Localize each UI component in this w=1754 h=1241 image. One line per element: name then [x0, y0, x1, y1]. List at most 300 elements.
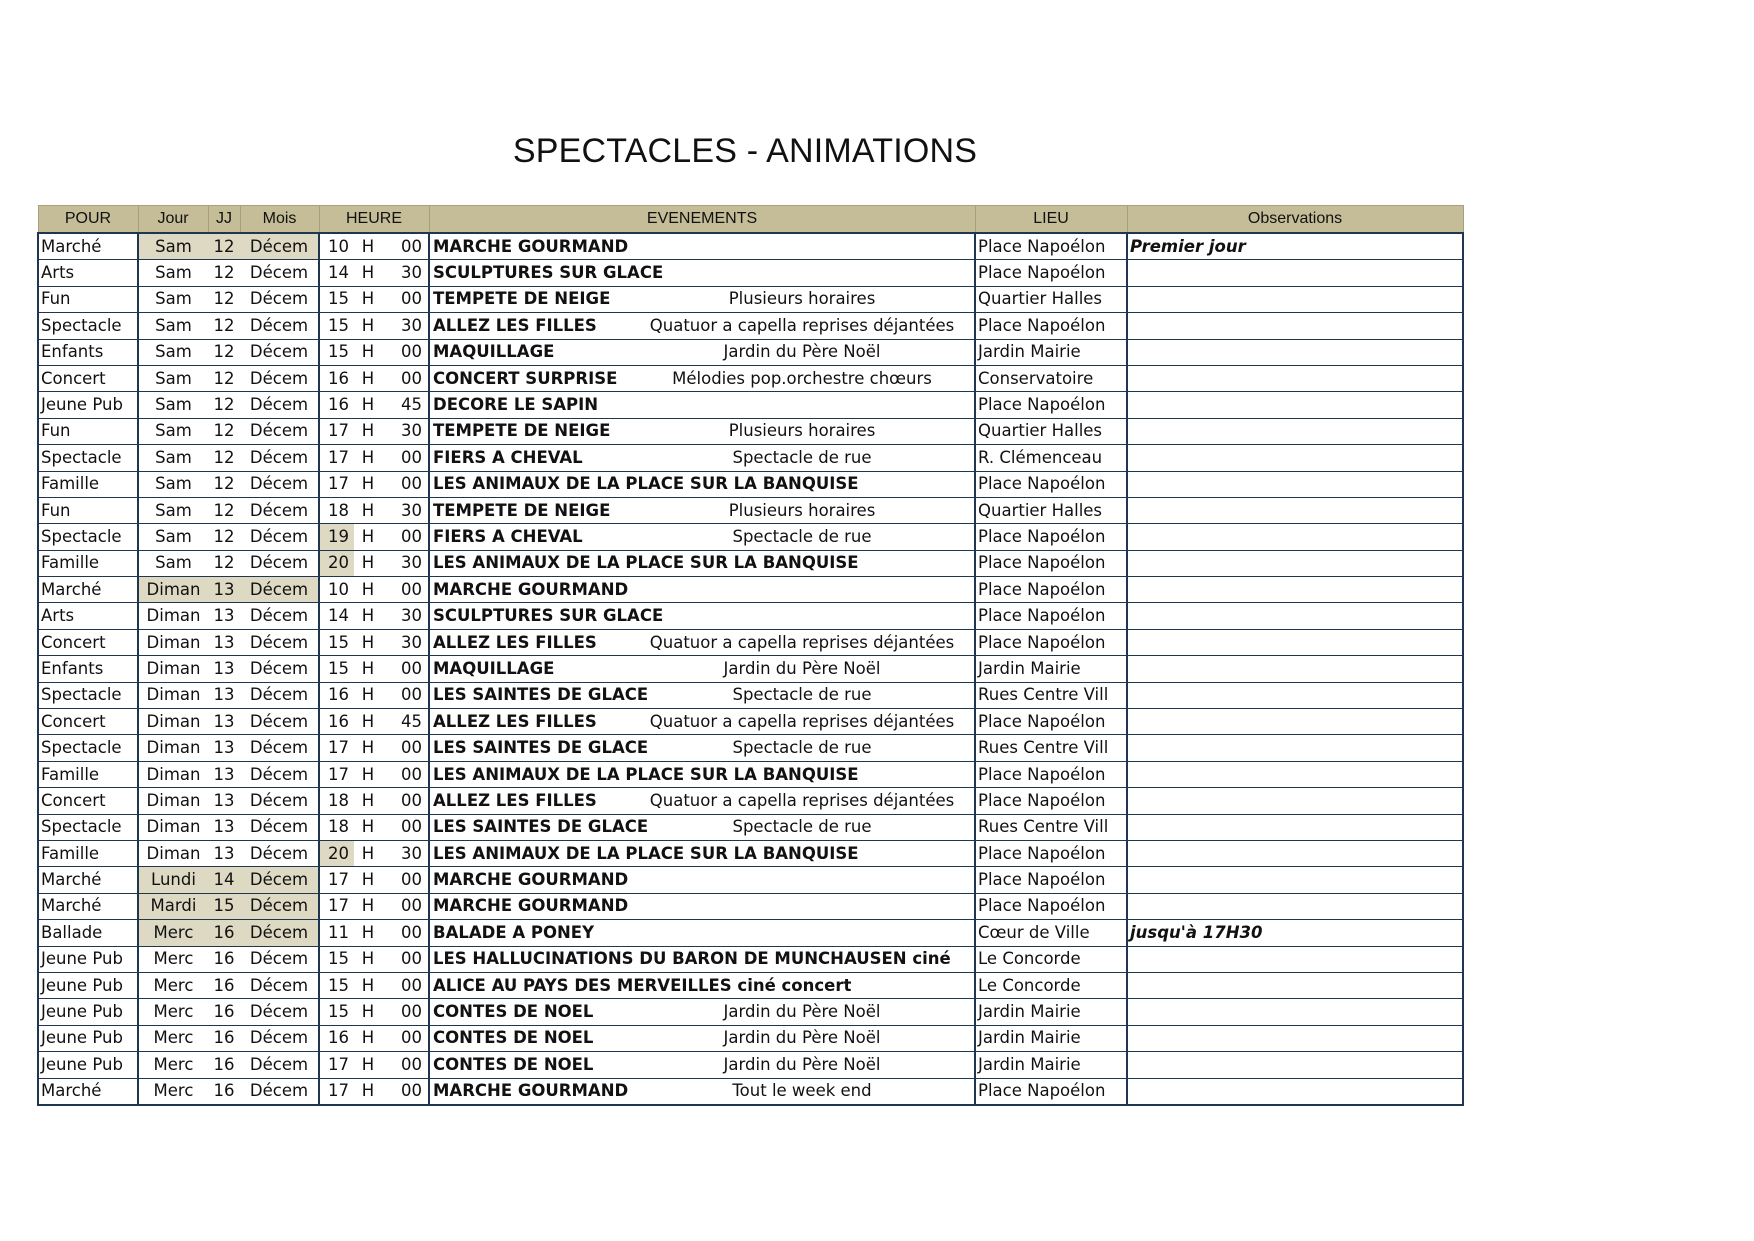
cell-pour[interactable]: Spectacle	[38, 814, 138, 840]
header-jj[interactable]: JJ	[208, 206, 240, 234]
cell-hour-separator[interactable]: H	[354, 972, 382, 998]
cell-lieu[interactable]: Rues Centre Vill	[975, 682, 1127, 708]
cell-hour[interactable]: 14	[319, 260, 354, 286]
cell-minutes[interactable]: 00	[382, 471, 429, 497]
cell-pour[interactable]: Concert	[38, 709, 138, 735]
cell-observations[interactable]	[1127, 761, 1463, 787]
cell-mois[interactable]: Décem	[240, 682, 319, 708]
cell-jj[interactable]: 16	[208, 999, 240, 1025]
cell-evenement[interactable]	[429, 313, 975, 339]
cell-observations[interactable]	[1127, 365, 1463, 391]
cell-jour[interactable]: Diman	[138, 603, 208, 629]
cell-observations[interactable]	[1127, 629, 1463, 655]
cell-observations[interactable]	[1127, 603, 1463, 629]
cell-lieu[interactable]: Conservatoire	[975, 365, 1127, 391]
cell-mois[interactable]: Décem	[240, 946, 319, 972]
cell-jour[interactable]: Diman	[138, 788, 208, 814]
cell-evenement[interactable]	[429, 418, 975, 444]
cell-jj[interactable]: 12	[208, 550, 240, 576]
cell-observations[interactable]	[1127, 497, 1463, 523]
cell-evenement[interactable]	[429, 577, 975, 603]
cell-jj[interactable]: 13	[208, 709, 240, 735]
cell-jour[interactable]: Sam	[138, 392, 208, 418]
cell-lieu[interactable]: Place Napoélon	[975, 1078, 1127, 1105]
cell-evenement[interactable]	[429, 656, 975, 682]
cell-jour[interactable]: Diman	[138, 814, 208, 840]
cell-mois[interactable]: Décem	[240, 365, 319, 391]
cell-observations[interactable]	[1127, 999, 1463, 1025]
cell-evenement[interactable]	[429, 946, 975, 972]
cell-jour[interactable]: Lundi	[138, 867, 208, 893]
cell-jj[interactable]: 12	[208, 445, 240, 471]
header-mois[interactable]: Mois	[240, 206, 319, 234]
cell-mois[interactable]: Décem	[240, 972, 319, 998]
cell-minutes[interactable]: 00	[382, 524, 429, 550]
cell-hour[interactable]: 16	[319, 1025, 354, 1051]
cell-jj[interactable]: 16	[208, 972, 240, 998]
cell-evenement[interactable]	[429, 392, 975, 418]
cell-jour[interactable]: Merc	[138, 1078, 208, 1105]
cell-jj[interactable]: 12	[208, 339, 240, 365]
cell-observations[interactable]	[1127, 735, 1463, 761]
cell-observations[interactable]	[1127, 972, 1463, 998]
cell-hour-separator[interactable]: H	[354, 1078, 382, 1105]
cell-minutes[interactable]: 00	[382, 339, 429, 365]
cell-lieu[interactable]: Place Napoélon	[975, 629, 1127, 655]
cell-minutes[interactable]: 30	[382, 550, 429, 576]
cell-lieu[interactable]: Place Napoélon	[975, 313, 1127, 339]
cell-jour[interactable]: Merc	[138, 946, 208, 972]
cell-jour[interactable]: Sam	[138, 365, 208, 391]
cell-minutes[interactable]: 00	[382, 867, 429, 893]
cell-evenement[interactable]	[429, 920, 975, 946]
cell-jour[interactable]: Diman	[138, 629, 208, 655]
cell-lieu[interactable]: Jardin Mairie	[975, 339, 1127, 365]
cell-hour-separator[interactable]: H	[354, 286, 382, 312]
cell-jour[interactable]: Sam	[138, 497, 208, 523]
cell-minutes[interactable]: 00	[382, 972, 429, 998]
cell-minutes[interactable]: 00	[382, 286, 429, 312]
cell-hour-separator[interactable]: H	[354, 524, 382, 550]
cell-mois[interactable]: Décem	[240, 577, 319, 603]
header-pour[interactable]: POUR	[38, 206, 138, 234]
cell-hour[interactable]: 17	[319, 418, 354, 444]
cell-hour[interactable]: 17	[319, 1078, 354, 1105]
cell-jj[interactable]: 13	[208, 603, 240, 629]
cell-mois[interactable]: Décem	[240, 445, 319, 471]
cell-jour[interactable]: Merc	[138, 920, 208, 946]
cell-pour[interactable]: Jeune Pub	[38, 972, 138, 998]
cell-jour[interactable]: Sam	[138, 339, 208, 365]
cell-lieu[interactable]: Place Napoélon	[975, 550, 1127, 576]
cell-jj[interactable]: 13	[208, 761, 240, 787]
cell-jj[interactable]: 13	[208, 577, 240, 603]
cell-pour[interactable]: Jeune Pub	[38, 1052, 138, 1078]
cell-observations[interactable]	[1127, 788, 1463, 814]
cell-observations[interactable]	[1127, 1052, 1463, 1078]
cell-minutes[interactable]: 00	[382, 1025, 429, 1051]
cell-hour[interactable]: 16	[319, 709, 354, 735]
cell-jj[interactable]: 16	[208, 946, 240, 972]
cell-evenement[interactable]	[429, 788, 975, 814]
cell-lieu[interactable]: Place Napoélon	[975, 788, 1127, 814]
cell-pour[interactable]: Spectacle	[38, 313, 138, 339]
cell-jj[interactable]: 12	[208, 418, 240, 444]
cell-evenement[interactable]	[429, 603, 975, 629]
cell-mois[interactable]: Décem	[240, 497, 319, 523]
cell-hour-separator[interactable]: H	[354, 260, 382, 286]
cell-lieu[interactable]: Le Concorde	[975, 972, 1127, 998]
cell-hour[interactable]: 15	[319, 629, 354, 655]
cell-evenement[interactable]	[429, 497, 975, 523]
cell-minutes[interactable]: 00	[382, 946, 429, 972]
cell-jj[interactable]: 13	[208, 735, 240, 761]
cell-hour-separator[interactable]: H	[354, 471, 382, 497]
cell-minutes[interactable]: 00	[382, 761, 429, 787]
cell-jj[interactable]: 16	[208, 1078, 240, 1105]
cell-hour[interactable]: 15	[319, 656, 354, 682]
cell-lieu[interactable]: Place Napoélon	[975, 577, 1127, 603]
cell-lieu[interactable]: Place Napoélon	[975, 392, 1127, 418]
cell-hour-separator[interactable]: H	[354, 867, 382, 893]
cell-pour[interactable]: Famille	[38, 550, 138, 576]
cell-observations[interactable]	[1127, 339, 1463, 365]
cell-hour[interactable]: 17	[319, 1052, 354, 1078]
cell-mois[interactable]: Décem	[240, 233, 319, 260]
cell-jj[interactable]: 12	[208, 313, 240, 339]
cell-jj[interactable]: 13	[208, 629, 240, 655]
cell-mois[interactable]: Décem	[240, 893, 319, 919]
cell-lieu[interactable]: Cœur de Ville	[975, 920, 1127, 946]
cell-lieu[interactable]: Place Napoélon	[975, 524, 1127, 550]
cell-evenement[interactable]	[429, 867, 975, 893]
cell-hour[interactable]: 17	[319, 761, 354, 787]
cell-evenement[interactable]	[429, 709, 975, 735]
cell-pour[interactable]: Arts	[38, 260, 138, 286]
cell-mois[interactable]: Décem	[240, 788, 319, 814]
cell-hour-separator[interactable]: H	[354, 656, 382, 682]
cell-minutes[interactable]: 00	[382, 1078, 429, 1105]
cell-lieu[interactable]: Quartier Halles	[975, 497, 1127, 523]
cell-mois[interactable]: Décem	[240, 814, 319, 840]
cell-jour[interactable]: Diman	[138, 709, 208, 735]
cell-evenement[interactable]	[429, 365, 975, 391]
cell-lieu[interactable]: R. Clémenceau	[975, 445, 1127, 471]
cell-hour[interactable]: 14	[319, 603, 354, 629]
cell-evenement[interactable]	[429, 629, 975, 655]
cell-minutes[interactable]: 00	[382, 999, 429, 1025]
cell-mois[interactable]: Décem	[240, 867, 319, 893]
cell-lieu[interactable]: Quartier Halles	[975, 418, 1127, 444]
cell-minutes[interactable]: 00	[382, 893, 429, 919]
cell-hour-separator[interactable]: H	[354, 497, 382, 523]
cell-minutes[interactable]: 00	[382, 788, 429, 814]
cell-pour[interactable]: Jeune Pub	[38, 392, 138, 418]
cell-lieu[interactable]: Place Napoélon	[975, 867, 1127, 893]
cell-lieu[interactable]: Place Napoélon	[975, 840, 1127, 866]
cell-evenement[interactable]	[429, 260, 975, 286]
cell-hour[interactable]: 11	[319, 920, 354, 946]
cell-mois[interactable]: Décem	[240, 761, 319, 787]
cell-jj[interactable]: 12	[208, 471, 240, 497]
cell-hour[interactable]: 10	[319, 577, 354, 603]
cell-hour-separator[interactable]: H	[354, 577, 382, 603]
cell-observations[interactable]	[1127, 893, 1463, 919]
cell-observations[interactable]	[1127, 682, 1463, 708]
cell-hour-separator[interactable]: H	[354, 893, 382, 919]
cell-pour[interactable]: Fun	[38, 497, 138, 523]
cell-pour[interactable]: Jeune Pub	[38, 946, 138, 972]
cell-observations[interactable]	[1127, 550, 1463, 576]
cell-lieu[interactable]: Jardin Mairie	[975, 1025, 1127, 1051]
cell-hour-separator[interactable]: H	[354, 313, 382, 339]
cell-mois[interactable]: Décem	[240, 629, 319, 655]
cell-pour[interactable]: Fun	[38, 418, 138, 444]
cell-jj[interactable]: 16	[208, 1025, 240, 1051]
cell-pour[interactable]: Enfants	[38, 339, 138, 365]
cell-mois[interactable]: Décem	[240, 550, 319, 576]
cell-evenement[interactable]	[429, 814, 975, 840]
header-evenements[interactable]: EVENEMENTS	[429, 206, 975, 234]
cell-jj[interactable]: 12	[208, 392, 240, 418]
cell-minutes[interactable]: 00	[382, 1052, 429, 1078]
cell-hour[interactable]: 17	[319, 735, 354, 761]
cell-mois[interactable]: Décem	[240, 603, 319, 629]
cell-observations[interactable]	[1127, 709, 1463, 735]
cell-mois[interactable]: Décem	[240, 656, 319, 682]
cell-hour[interactable]: 15	[319, 286, 354, 312]
cell-evenement[interactable]	[429, 339, 975, 365]
cell-evenement[interactable]	[429, 999, 975, 1025]
cell-hour[interactable]: 17	[319, 893, 354, 919]
cell-hour[interactable]: 15	[319, 313, 354, 339]
cell-pour[interactable]: Jeune Pub	[38, 1025, 138, 1051]
cell-minutes[interactable]: 30	[382, 497, 429, 523]
cell-pour[interactable]: Famille	[38, 471, 138, 497]
cell-hour-separator[interactable]: H	[354, 999, 382, 1025]
cell-observations[interactable]: Premier jour	[1127, 233, 1463, 260]
cell-pour[interactable]: Famille	[38, 761, 138, 787]
cell-pour[interactable]: Enfants	[38, 656, 138, 682]
cell-lieu[interactable]: Place Napoélon	[975, 603, 1127, 629]
cell-jj[interactable]: 13	[208, 682, 240, 708]
cell-hour[interactable]: 15	[319, 972, 354, 998]
cell-jour[interactable]: Merc	[138, 1052, 208, 1078]
cell-hour-separator[interactable]: H	[354, 550, 382, 576]
cell-evenement[interactable]	[429, 1052, 975, 1078]
cell-hour-separator[interactable]: H	[354, 603, 382, 629]
cell-mois[interactable]: Décem	[240, 999, 319, 1025]
cell-mois[interactable]: Décem	[240, 471, 319, 497]
cell-lieu[interactable]: Place Napoélon	[975, 893, 1127, 919]
cell-evenement[interactable]	[429, 550, 975, 576]
cell-mois[interactable]: Décem	[240, 1052, 319, 1078]
header-heure[interactable]: HEURE	[319, 206, 429, 234]
cell-lieu[interactable]: Place Napoélon	[975, 260, 1127, 286]
cell-observations[interactable]	[1127, 313, 1463, 339]
cell-pour[interactable]: Marché	[38, 1078, 138, 1105]
cell-jour[interactable]: Diman	[138, 682, 208, 708]
cell-evenement[interactable]	[429, 524, 975, 550]
cell-observations[interactable]	[1127, 867, 1463, 893]
cell-pour[interactable]: Concert	[38, 629, 138, 655]
cell-pour[interactable]: Marché	[38, 577, 138, 603]
cell-jour[interactable]: Sam	[138, 418, 208, 444]
cell-pour[interactable]: Marché	[38, 233, 138, 260]
cell-hour[interactable]: 18	[319, 788, 354, 814]
cell-pour[interactable]: Marché	[38, 867, 138, 893]
cell-evenement[interactable]	[429, 471, 975, 497]
cell-jour[interactable]: Sam	[138, 286, 208, 312]
cell-pour[interactable]: Spectacle	[38, 735, 138, 761]
cell-hour-separator[interactable]: H	[354, 920, 382, 946]
cell-pour[interactable]: Spectacle	[38, 445, 138, 471]
cell-jj[interactable]: 16	[208, 920, 240, 946]
cell-mois[interactable]: Décem	[240, 709, 319, 735]
cell-mois[interactable]: Décem	[240, 735, 319, 761]
cell-minutes[interactable]: 00	[382, 577, 429, 603]
cell-minutes[interactable]: 45	[382, 392, 429, 418]
cell-hour[interactable]: 19	[319, 524, 354, 550]
cell-jj[interactable]: 13	[208, 814, 240, 840]
cell-observations[interactable]	[1127, 418, 1463, 444]
cell-hour[interactable]: 10	[319, 233, 354, 260]
cell-pour[interactable]: Concert	[38, 788, 138, 814]
cell-hour[interactable]: 16	[319, 682, 354, 708]
cell-evenement[interactable]	[429, 233, 975, 260]
cell-hour-separator[interactable]: H	[354, 418, 382, 444]
cell-hour-separator[interactable]: H	[354, 761, 382, 787]
cell-minutes[interactable]: 00	[382, 735, 429, 761]
cell-jj[interactable]: 15	[208, 893, 240, 919]
header-jour[interactable]: Jour	[138, 206, 208, 234]
cell-jour[interactable]: Sam	[138, 524, 208, 550]
cell-lieu[interactable]: Quartier Halles	[975, 286, 1127, 312]
cell-minutes[interactable]: 30	[382, 603, 429, 629]
cell-evenement[interactable]	[429, 972, 975, 998]
cell-lieu[interactable]: Jardin Mairie	[975, 999, 1127, 1025]
cell-evenement[interactable]	[429, 893, 975, 919]
cell-lieu[interactable]: Place Napoélon	[975, 761, 1127, 787]
cell-jour[interactable]: Diman	[138, 656, 208, 682]
cell-mois[interactable]: Décem	[240, 840, 319, 866]
cell-minutes[interactable]: 00	[382, 656, 429, 682]
cell-hour-separator[interactable]: H	[354, 629, 382, 655]
cell-lieu[interactable]: Rues Centre Vill	[975, 814, 1127, 840]
cell-minutes[interactable]: 00	[382, 814, 429, 840]
cell-mois[interactable]: Décem	[240, 1078, 319, 1105]
cell-jour[interactable]: Sam	[138, 471, 208, 497]
cell-jj[interactable]: 14	[208, 867, 240, 893]
cell-lieu[interactable]: Le Concorde	[975, 946, 1127, 972]
cell-hour-separator[interactable]: H	[354, 339, 382, 365]
cell-mois[interactable]: Décem	[240, 524, 319, 550]
cell-observations[interactable]	[1127, 577, 1463, 603]
cell-mois[interactable]: Décem	[240, 339, 319, 365]
cell-hour-separator[interactable]: H	[354, 709, 382, 735]
cell-jour[interactable]: Sam	[138, 260, 208, 286]
cell-observations[interactable]: jusqu'à 17H30	[1127, 920, 1463, 946]
cell-hour-separator[interactable]: H	[354, 814, 382, 840]
cell-minutes[interactable]: 30	[382, 629, 429, 655]
cell-evenement[interactable]	[429, 286, 975, 312]
cell-hour[interactable]: 17	[319, 867, 354, 893]
cell-evenement[interactable]	[429, 761, 975, 787]
cell-minutes[interactable]: 00	[382, 920, 429, 946]
header-observations[interactable]: Observations	[1127, 206, 1463, 234]
cell-observations[interactable]	[1127, 392, 1463, 418]
cell-evenement[interactable]	[429, 682, 975, 708]
cell-jour[interactable]: Diman	[138, 577, 208, 603]
cell-jour[interactable]: Diman	[138, 761, 208, 787]
cell-pour[interactable]: Jeune Pub	[38, 999, 138, 1025]
cell-minutes[interactable]: 45	[382, 709, 429, 735]
cell-hour-separator[interactable]: H	[354, 946, 382, 972]
cell-hour-separator[interactable]: H	[354, 1025, 382, 1051]
cell-hour[interactable]: 15	[319, 946, 354, 972]
cell-hour-separator[interactable]: H	[354, 840, 382, 866]
cell-observations[interactable]	[1127, 814, 1463, 840]
cell-minutes[interactable]: 00	[382, 365, 429, 391]
cell-observations[interactable]	[1127, 524, 1463, 550]
cell-hour-separator[interactable]: H	[354, 735, 382, 761]
cell-hour[interactable]: 15	[319, 339, 354, 365]
cell-jj[interactable]: 13	[208, 840, 240, 866]
cell-lieu[interactable]: Jardin Mairie	[975, 656, 1127, 682]
cell-pour[interactable]: Concert	[38, 365, 138, 391]
cell-pour[interactable]: Spectacle	[38, 682, 138, 708]
cell-hour[interactable]: 16	[319, 392, 354, 418]
cell-pour[interactable]: Spectacle	[38, 524, 138, 550]
cell-minutes[interactable]: 00	[382, 445, 429, 471]
cell-hour[interactable]: 18	[319, 497, 354, 523]
cell-jour[interactable]: Sam	[138, 550, 208, 576]
cell-pour[interactable]: Arts	[38, 603, 138, 629]
cell-minutes[interactable]: 30	[382, 313, 429, 339]
cell-hour-separator[interactable]: H	[354, 1052, 382, 1078]
cell-jj[interactable]: 12	[208, 233, 240, 260]
cell-observations[interactable]	[1127, 1025, 1463, 1051]
cell-mois[interactable]: Décem	[240, 313, 319, 339]
cell-jour[interactable]: Merc	[138, 999, 208, 1025]
cell-lieu[interactable]: Place Napoélon	[975, 709, 1127, 735]
cell-evenement[interactable]	[429, 840, 975, 866]
cell-observations[interactable]	[1127, 445, 1463, 471]
cell-jj[interactable]: 12	[208, 524, 240, 550]
cell-mois[interactable]: Décem	[240, 418, 319, 444]
cell-lieu[interactable]: Rues Centre Vill	[975, 735, 1127, 761]
cell-hour[interactable]: 17	[319, 471, 354, 497]
cell-pour[interactable]: Fun	[38, 286, 138, 312]
cell-jj[interactable]: 12	[208, 365, 240, 391]
cell-lieu[interactable]: Place Napoélon	[975, 233, 1127, 260]
cell-observations[interactable]	[1127, 286, 1463, 312]
cell-hour[interactable]: 17	[319, 445, 354, 471]
cell-hour-separator[interactable]: H	[354, 233, 382, 260]
cell-jour[interactable]: Diman	[138, 840, 208, 866]
cell-jour[interactable]: Sam	[138, 313, 208, 339]
cell-hour[interactable]: 18	[319, 814, 354, 840]
cell-jj[interactable]: 13	[208, 788, 240, 814]
cell-evenement[interactable]	[429, 1025, 975, 1051]
cell-pour[interactable]: Marché	[38, 893, 138, 919]
cell-jj[interactable]: 12	[208, 286, 240, 312]
cell-minutes[interactable]: 30	[382, 418, 429, 444]
header-lieu[interactable]: LIEU	[975, 206, 1127, 234]
cell-observations[interactable]	[1127, 1078, 1463, 1105]
cell-hour-separator[interactable]: H	[354, 682, 382, 708]
cell-jj[interactable]: 16	[208, 1052, 240, 1078]
